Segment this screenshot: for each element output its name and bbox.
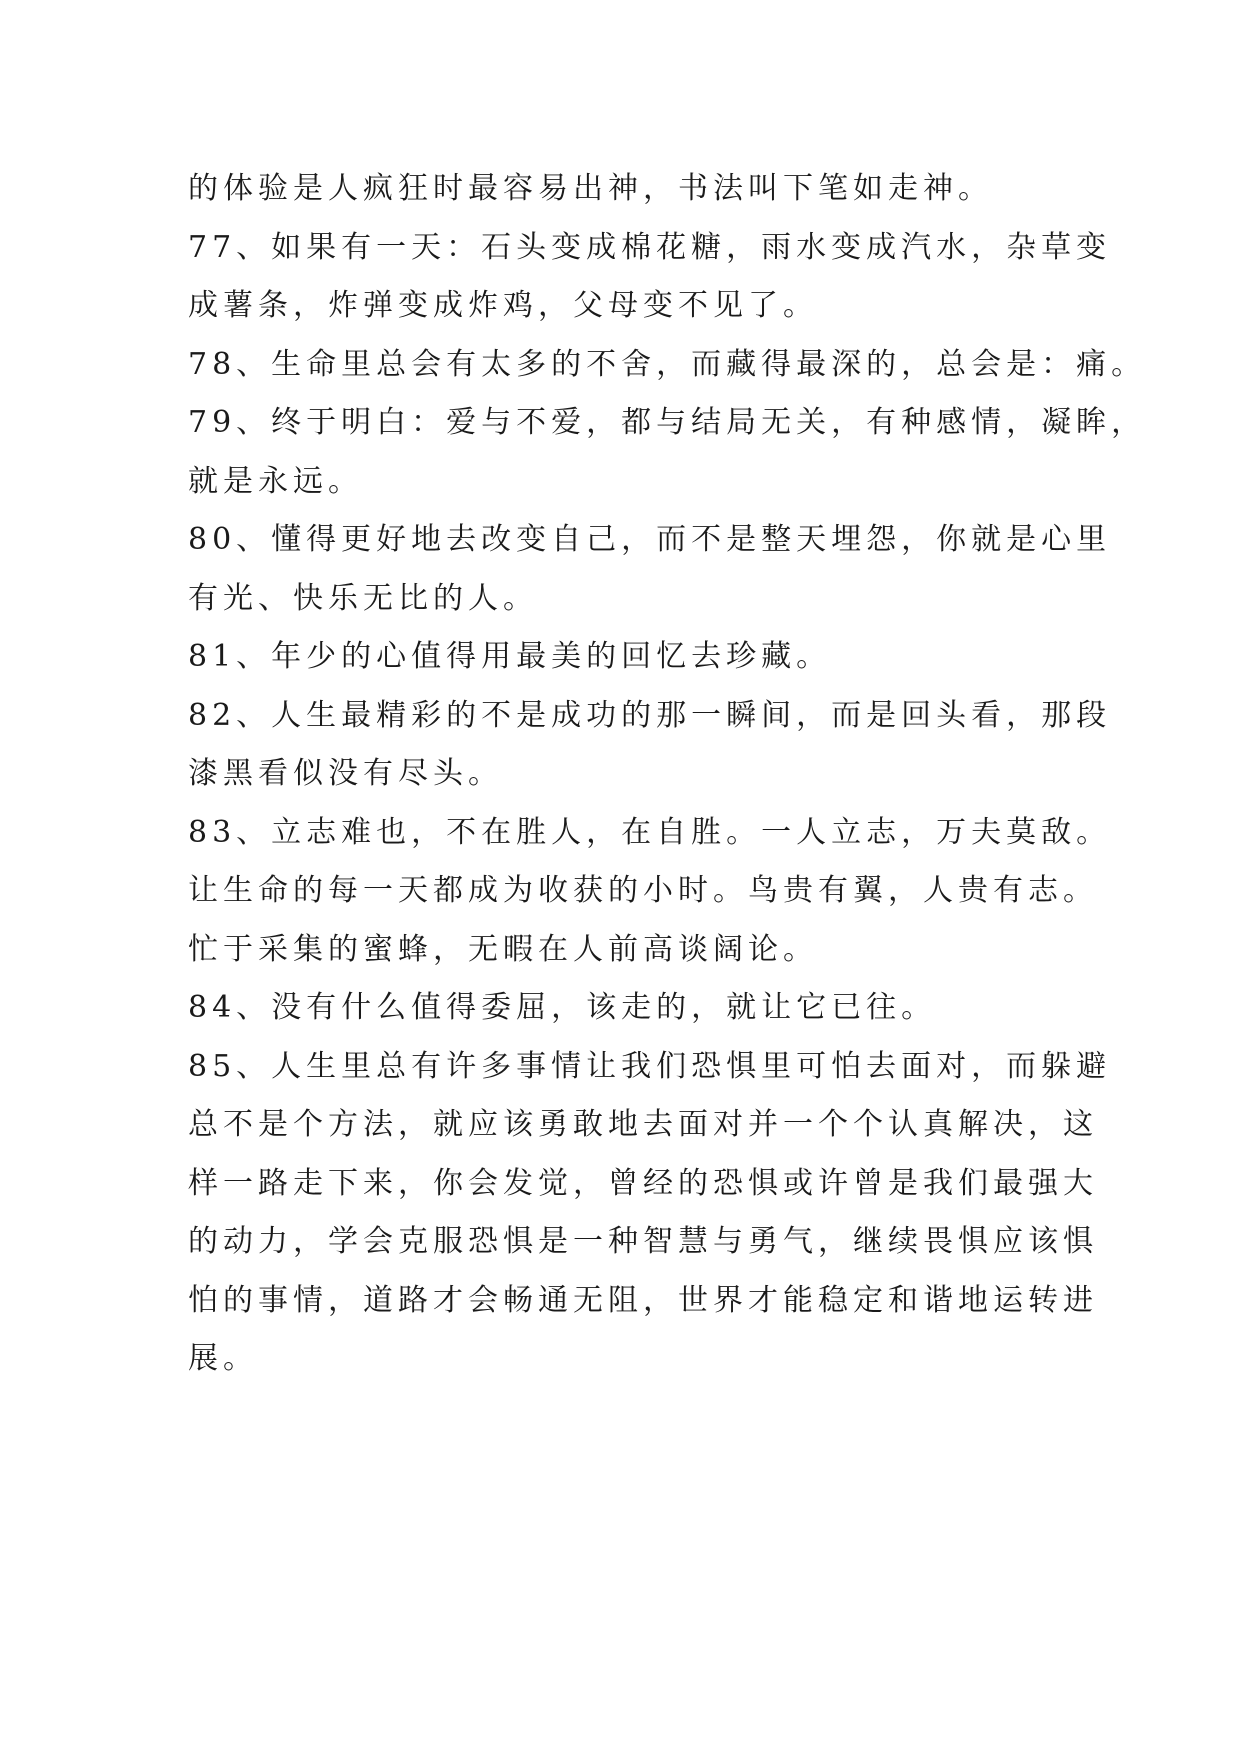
text-line: 怕的事情，道路才会畅通无阻，世界才能稳定和谐地运转进 [188, 1282, 1098, 1318]
text-line: 让生命的每一天都成为收获的小时。鸟贵有翼，人贵有志。 [188, 873, 1098, 908]
text-line: 总不是个方法，就应该勇敢地去面对并一个个认真解决，这 [188, 1107, 1098, 1142]
text-line: 成薯条，炸弹变成炸鸡，父母变不见了。 [188, 288, 818, 323]
text-line: 80、懂得更好地去改变自己，而不是整天埋怨，你就是心里 [188, 522, 1112, 557]
text-line: 的动力，学会克服恐惧是一种智慧与勇气，继续畏惧应该惧 [188, 1224, 1098, 1259]
text-line: 82、人生最精彩的不是成功的那一瞬间，而是回头看，那段 [188, 697, 1112, 733]
text-line: 就是永远。 [188, 463, 363, 499]
text-line: 样一路走下来，你会发觉，曾经的恐惧或许曾是我们最强大 [188, 1165, 1098, 1201]
text-line: 83、立志难也，不在胜人，在自胜。一人立志，万夫莫敌。 [188, 814, 1112, 850]
text-line: 展。 [188, 1341, 258, 1376]
document-body [188, 160, 1147, 1389]
text-line: 的体验是人疯狂时最容易出神，书法叫下笔如走神。 [188, 171, 993, 206]
text-line: 81、年少的心值得用最美的回忆去珍藏。 [188, 639, 832, 674]
text-line: 有光、快乐无比的人。 [188, 580, 538, 616]
text-line: 漆黑看似没有尽头。 [188, 756, 503, 791]
text-line: 79、终于明白：爱与不爱，都与结局无关，有种感情，凝眸， [188, 405, 1147, 440]
text-line: 忙于采集的蜜蜂，无暇在人前高谈阔论。 [188, 931, 818, 967]
text-line: 78、生命里总会有太多的不舍，而藏得最深的，总会是：痛。 [188, 346, 1147, 382]
text-line: 85、人生里总有许多事情让我们恐惧里可怕去面对，而躲避 [188, 1048, 1112, 1084]
text-line: 77、如果有一天：石头变成棉花糖，雨水变成汽水，杂草变 [188, 229, 1112, 265]
text-line: 84、没有什么值得委屈，该走的，就让它已往。 [188, 990, 937, 1025]
